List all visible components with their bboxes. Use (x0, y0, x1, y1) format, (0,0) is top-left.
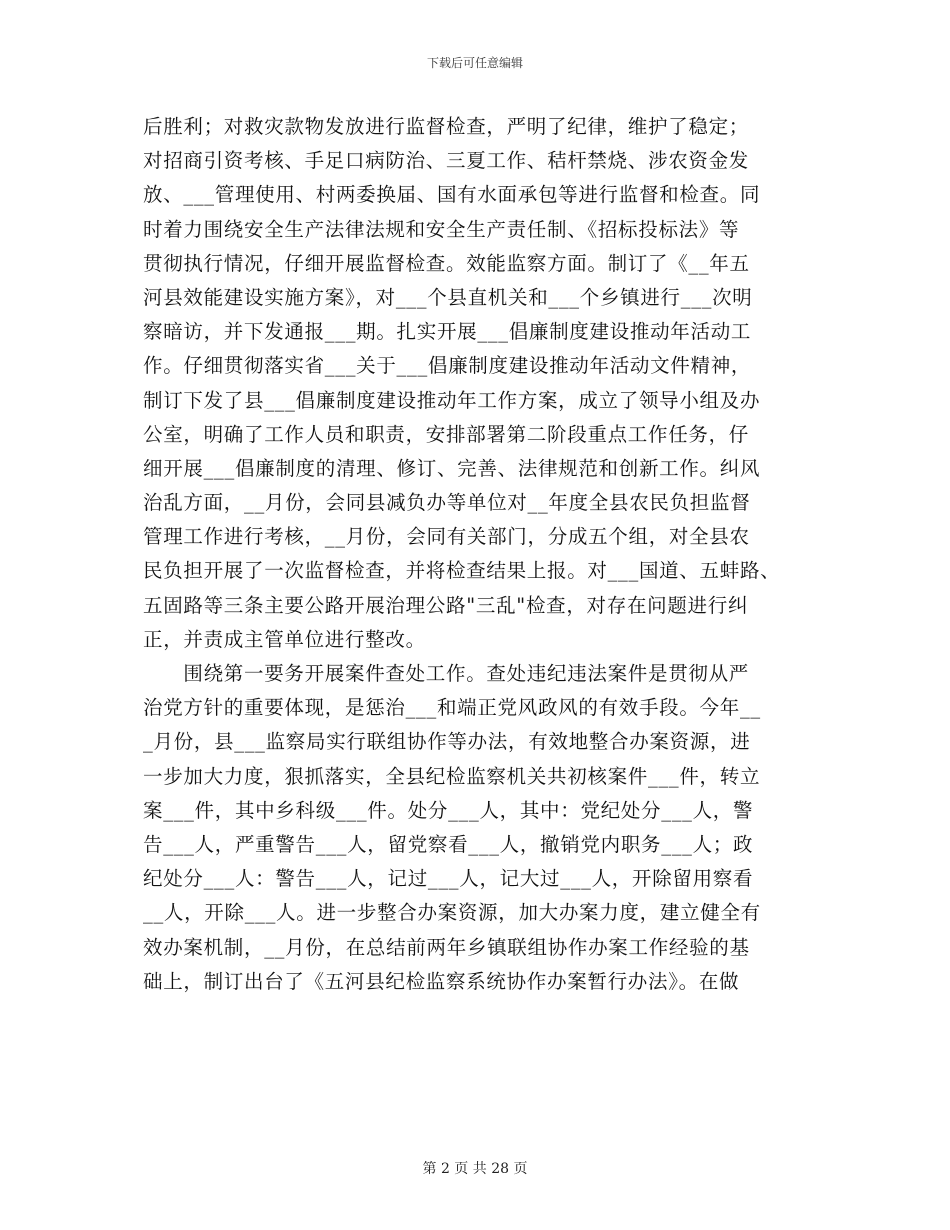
text-line: 治乱方面，__月份，会同县减负办等单位对__年度全县农民负担监督 (143, 491, 751, 515)
text-line: 正，并责成主管单位进行整改。 (143, 627, 426, 651)
text-line: 围绕第一要务开展案件查处工作。查处违纪违法案件是贯彻从严 (143, 662, 750, 685)
text-line: _月份，县___监察局实行联组协作等办法，有效地整合办案资源，进 (143, 730, 751, 754)
text-line: 民负担开展了一次监督检查，并将检查结果上报。对___国道、五蚌路、 (143, 559, 781, 583)
text-line: 细开展___倡廉制度的清理、修订、完善、法律规范和创新工作。纠风 (143, 456, 761, 480)
text-line: 治党方针的重要体现，是惩治___和端正党风政风的有效手段。今年__ (143, 696, 761, 720)
text-line: 制订下发了县___倡廉制度建设推动年工作方案，成立了领导小组及办 (143, 388, 761, 412)
text-line: 贯彻执行情况，仔细开展监督检查。效能监察方面。制订了《__年五 (143, 251, 750, 275)
text-line: 告___人，严重警告___人，留党察看___人，撤销党内职务___人；政 (143, 832, 754, 856)
text-line: 五固路等三条主要公路开展治理公路"三乱"检查，对存在问题进行纠 (143, 593, 749, 617)
text-line: 河县效能建设实施方案》，对___个县直机关和___个乡镇进行___次明 (143, 285, 753, 309)
text-line: 纪处分___人：警告___人，记过___人，记大过___人，开除留用察看 (143, 867, 754, 891)
text-line: 对招商引资考核、手足口病防治、三夏工作、秸杆禁烧、涉农资金发 (143, 149, 750, 173)
page-header: 下载后可任意编辑 (426, 56, 523, 70)
text-line: 效办案机制，__月份，在总结前两年乡镇联组协作办案工作经验的基 (143, 935, 750, 959)
text-line: __人，开除___人。进一步整合办案资源，加大办案力度，建立健全有 (143, 901, 761, 925)
page-footer: 第 2 页 共 28 页 (422, 1161, 528, 1177)
text-line: 时着力围绕安全生产法律法规和安全生产责任制、《招标投标法》等 (143, 217, 740, 241)
text-line: 一步加大力度，狠抓落实，全县纪检监察机关共初核案件___件，转立 (143, 764, 761, 788)
text-line: 案___件，其中乡科级___件。处分___人，其中：党纪处分___人，警 (143, 798, 754, 822)
text-line: 后胜利；对救灾款物发放进行监督检查，严明了纪律，维护了稳定； (143, 115, 750, 138)
text-line: 察暗访，并下发通报___期。扎实开展___倡廉制度建设推动年活动工 (143, 320, 752, 344)
text-line: 础上，制订出台了《五河县纪检监察系统协作办案暂行办法》。在做 (143, 969, 740, 993)
text-line: 公室，明确了工作人员和职责，安排部署第二阶段重点工作任务，仔 (143, 422, 750, 446)
document-body (143, 110, 807, 999)
text-line: 管理工作进行考核，__月份，会同有关部门，分成五个组，对全县农 (143, 525, 750, 549)
text-line: 放、___管理使用、村两委换届、国有水面承包等进行监督和检查。同 (143, 183, 761, 207)
text-line: 作。仔细贯彻落实省___关于___倡廉制度建设推动年活动文件精神， (143, 354, 752, 378)
